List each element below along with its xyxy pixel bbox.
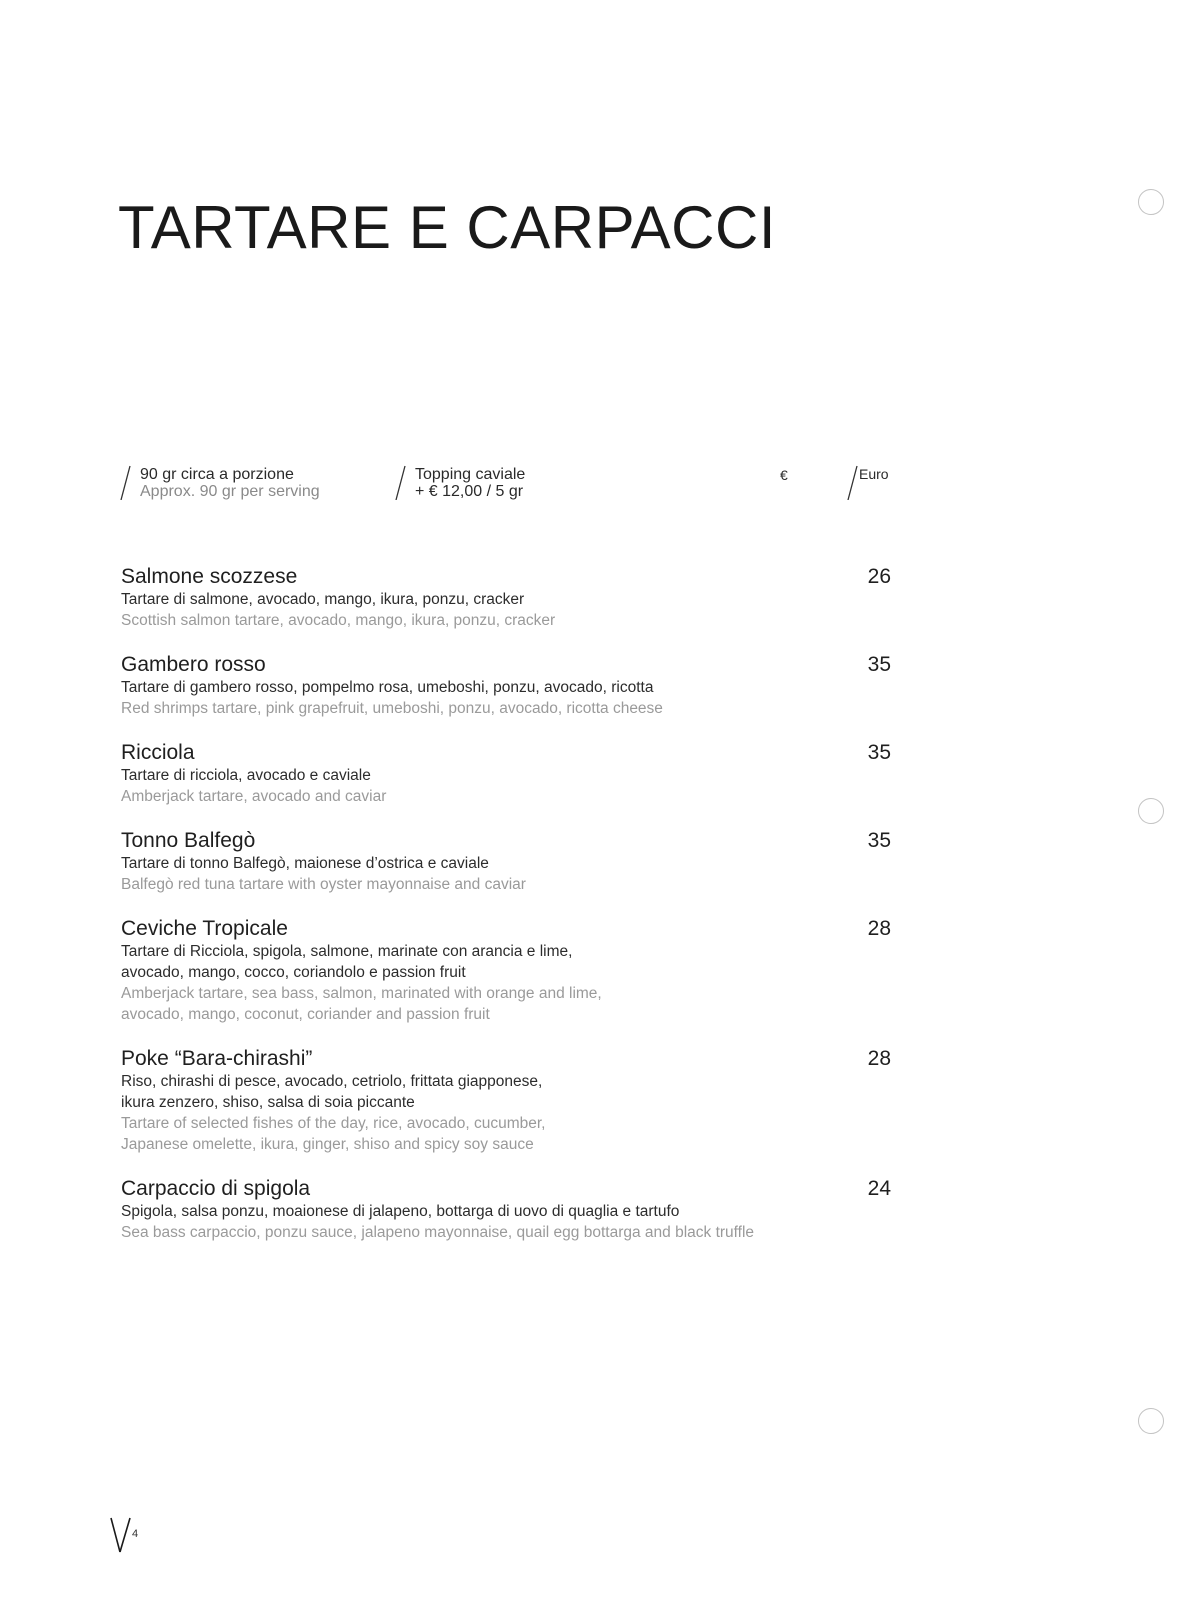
binder-hole-icon [1138,1408,1164,1434]
page-title: TARTARE E CARPACCI [118,194,776,261]
dish-name: Ricciola [121,741,195,764]
dish-item [121,829,891,895]
currency-symbol: € [780,467,788,483]
dish-price: 26 [867,565,891,588]
dish-item [121,565,891,631]
dish-description-en: Amberjack tartare, sea bass, salmon, marinated with orange and lime, avocado, mango, coconut, coriander and passion fruit [121,985,602,1023]
dish-name: Poke “Bara-chirashi” [121,1047,313,1070]
dish-description-it: Tartare di Ricciola, spigola, salmone, marinate con arancia e lime, avocado, mango, cocco, coriandolo e passion fruit [121,943,573,981]
dish-name: Carpaccio di spigola [121,1177,311,1200]
topping-price: + € 12,00 / 5 gr [415,483,524,500]
dish-name: Salmone scozzese [121,565,298,588]
dish-description-it: Tartare di gambero rosso, pompelmo rosa, umeboshi, ponzu, avocado, ricotta [121,679,654,696]
dish-item [121,653,891,719]
dish-name: Gambero rosso [121,653,266,676]
dish-description-it: Riso, chirashi di pesce, avocado, cetriolo, frittata giapponese, ikura zenzero, shiso, salsa di soia piccante [121,1073,543,1111]
dish-description-en: Tartare of selected fishes of the day, rice, avocado, cucumber, Japanese omelette, ikura, ginger, shiso and spicy soy sauce [121,1115,546,1153]
dish-description-en: Scottish salmon tartare, avocado, mango, ikura, ponzu, cracker [121,612,556,629]
dish-list [121,565,891,1265]
v-logo-icon [108,1516,148,1556]
dish-price: 35 [867,829,891,852]
dish-price: 24 [867,1177,891,1200]
dish-price: 35 [867,741,891,764]
dish-price: 28 [867,1047,891,1070]
dish-item [121,1177,891,1243]
dish-description-en: Red shrimps tartare, pink grapefruit, umeboshi, ponzu, avocado, ricotta cheese [121,700,663,717]
dish-name: Ceviche Tropicale [121,917,288,940]
dish-description-en: Amberjack tartare, avocado and caviar [121,788,387,805]
dish-price: 28 [867,917,891,940]
dish-name: Tonno Balfegò [121,829,256,852]
topping-label: Topping caviale [415,466,526,483]
portion-note-it: 90 gr circa a porzione [140,466,294,483]
binder-hole-icon [1138,798,1164,824]
page-number: 4 [132,1528,139,1540]
dish-description-it: Tartare di salmone, avocado, mango, ikura, ponzu, cracker [121,591,525,608]
dish-description-en: Sea bass carpaccio, ponzu sauce, jalapeno mayonnaise, quail egg bottarga and black truffle [121,1224,755,1241]
portion-note-en: Approx. 90 gr per serving [140,483,320,500]
dish-description-it: Spigola, salsa ponzu, moaionese di jalapeno, bottarga di uovo di quaglia e tartufo [121,1203,680,1220]
dish-item [121,917,891,1025]
dish-item [121,741,891,807]
dish-item [121,1047,891,1155]
dish-price: 35 [867,653,891,676]
dish-description-en: Balfegò red tuna tartare with oyster mayonnaise and caviar [121,876,526,893]
dish-description-it: Tartare di ricciola, avocado e caviale [121,767,371,784]
dish-description-it: Tartare di tonno Balfegò, maionese d’ostrica e caviale [121,855,489,872]
binder-hole-icon [1138,189,1164,215]
currency-label: Euro [859,466,889,482]
